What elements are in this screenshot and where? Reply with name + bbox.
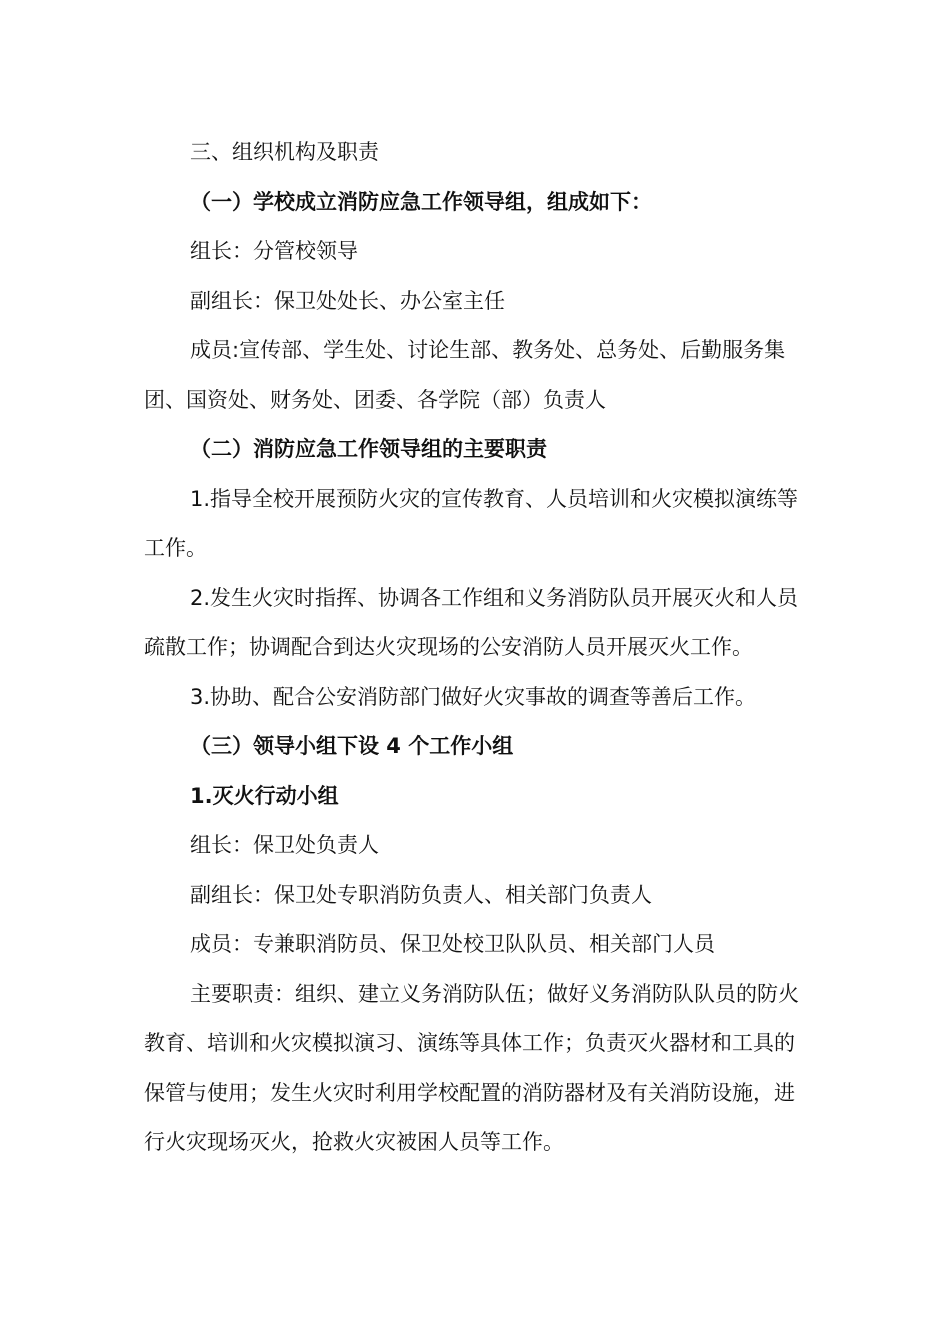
deputy-leader-line: 副组长：保卫处处长、办公室主任: [190, 288, 505, 313]
duty-item-2: 2.发生火灾时指挥、协调各工作组和义务消防队员开展灭火和人员疏散工作；协调配合到达火灾现场的公安消防人员开展灭火工作。: [144, 585, 799, 659]
leader-line: 组长：分管校领导: [190, 239, 358, 263]
group-heading-1: 1.灭火行动小组: [190, 783, 339, 808]
members-line: 成员:宣传部、学生处、讨论生部、教务处、总务处、后勤服务集团、国资处、财务处、团委、各学院（部）负责人: [144, 338, 786, 412]
duty-item-1: 1.指导全校开展预防火灾的宣传教育、人员培训和火灾模拟演练等工作。: [144, 486, 799, 560]
group-duties-paragraph: 主要职责：组织、建立义务消防队伍；做好义务消防队队员的防火教育、培训和火灾模拟演习、演练等具体工作；负责灭火器材和工具的保管与使用；发生火灾时利用学校配置的消防器材及有关消防设施，进行火灾现场灭火，抢救火灾被困人员等工作。: [144, 981, 799, 1154]
duty-item-3: 3.协助、配合公安消防部门做好火灾事故的调查等善后工作。: [190, 684, 757, 709]
group-leader-line: 组长：保卫处负责人: [190, 833, 379, 857]
subsection-heading-1: （一）学校成立消防应急工作领导组，组成如下：: [190, 189, 652, 214]
section-heading: 三、组织机构及职责: [190, 140, 379, 164]
group-deputy-leader-line: 副组长：保卫处专职消防负责人、相关部门负责人: [190, 882, 652, 907]
document-body: [144, 128, 809, 1168]
group-members-line: 成员：专兼职消防员、保卫处校卫队队员、相关部门人员: [190, 932, 715, 956]
subsection-heading-3: （三）领导小组下设 4 个工作小组: [190, 734, 514, 758]
subsection-heading-2: （二）消防应急工作领导组的主要职责: [190, 437, 547, 461]
